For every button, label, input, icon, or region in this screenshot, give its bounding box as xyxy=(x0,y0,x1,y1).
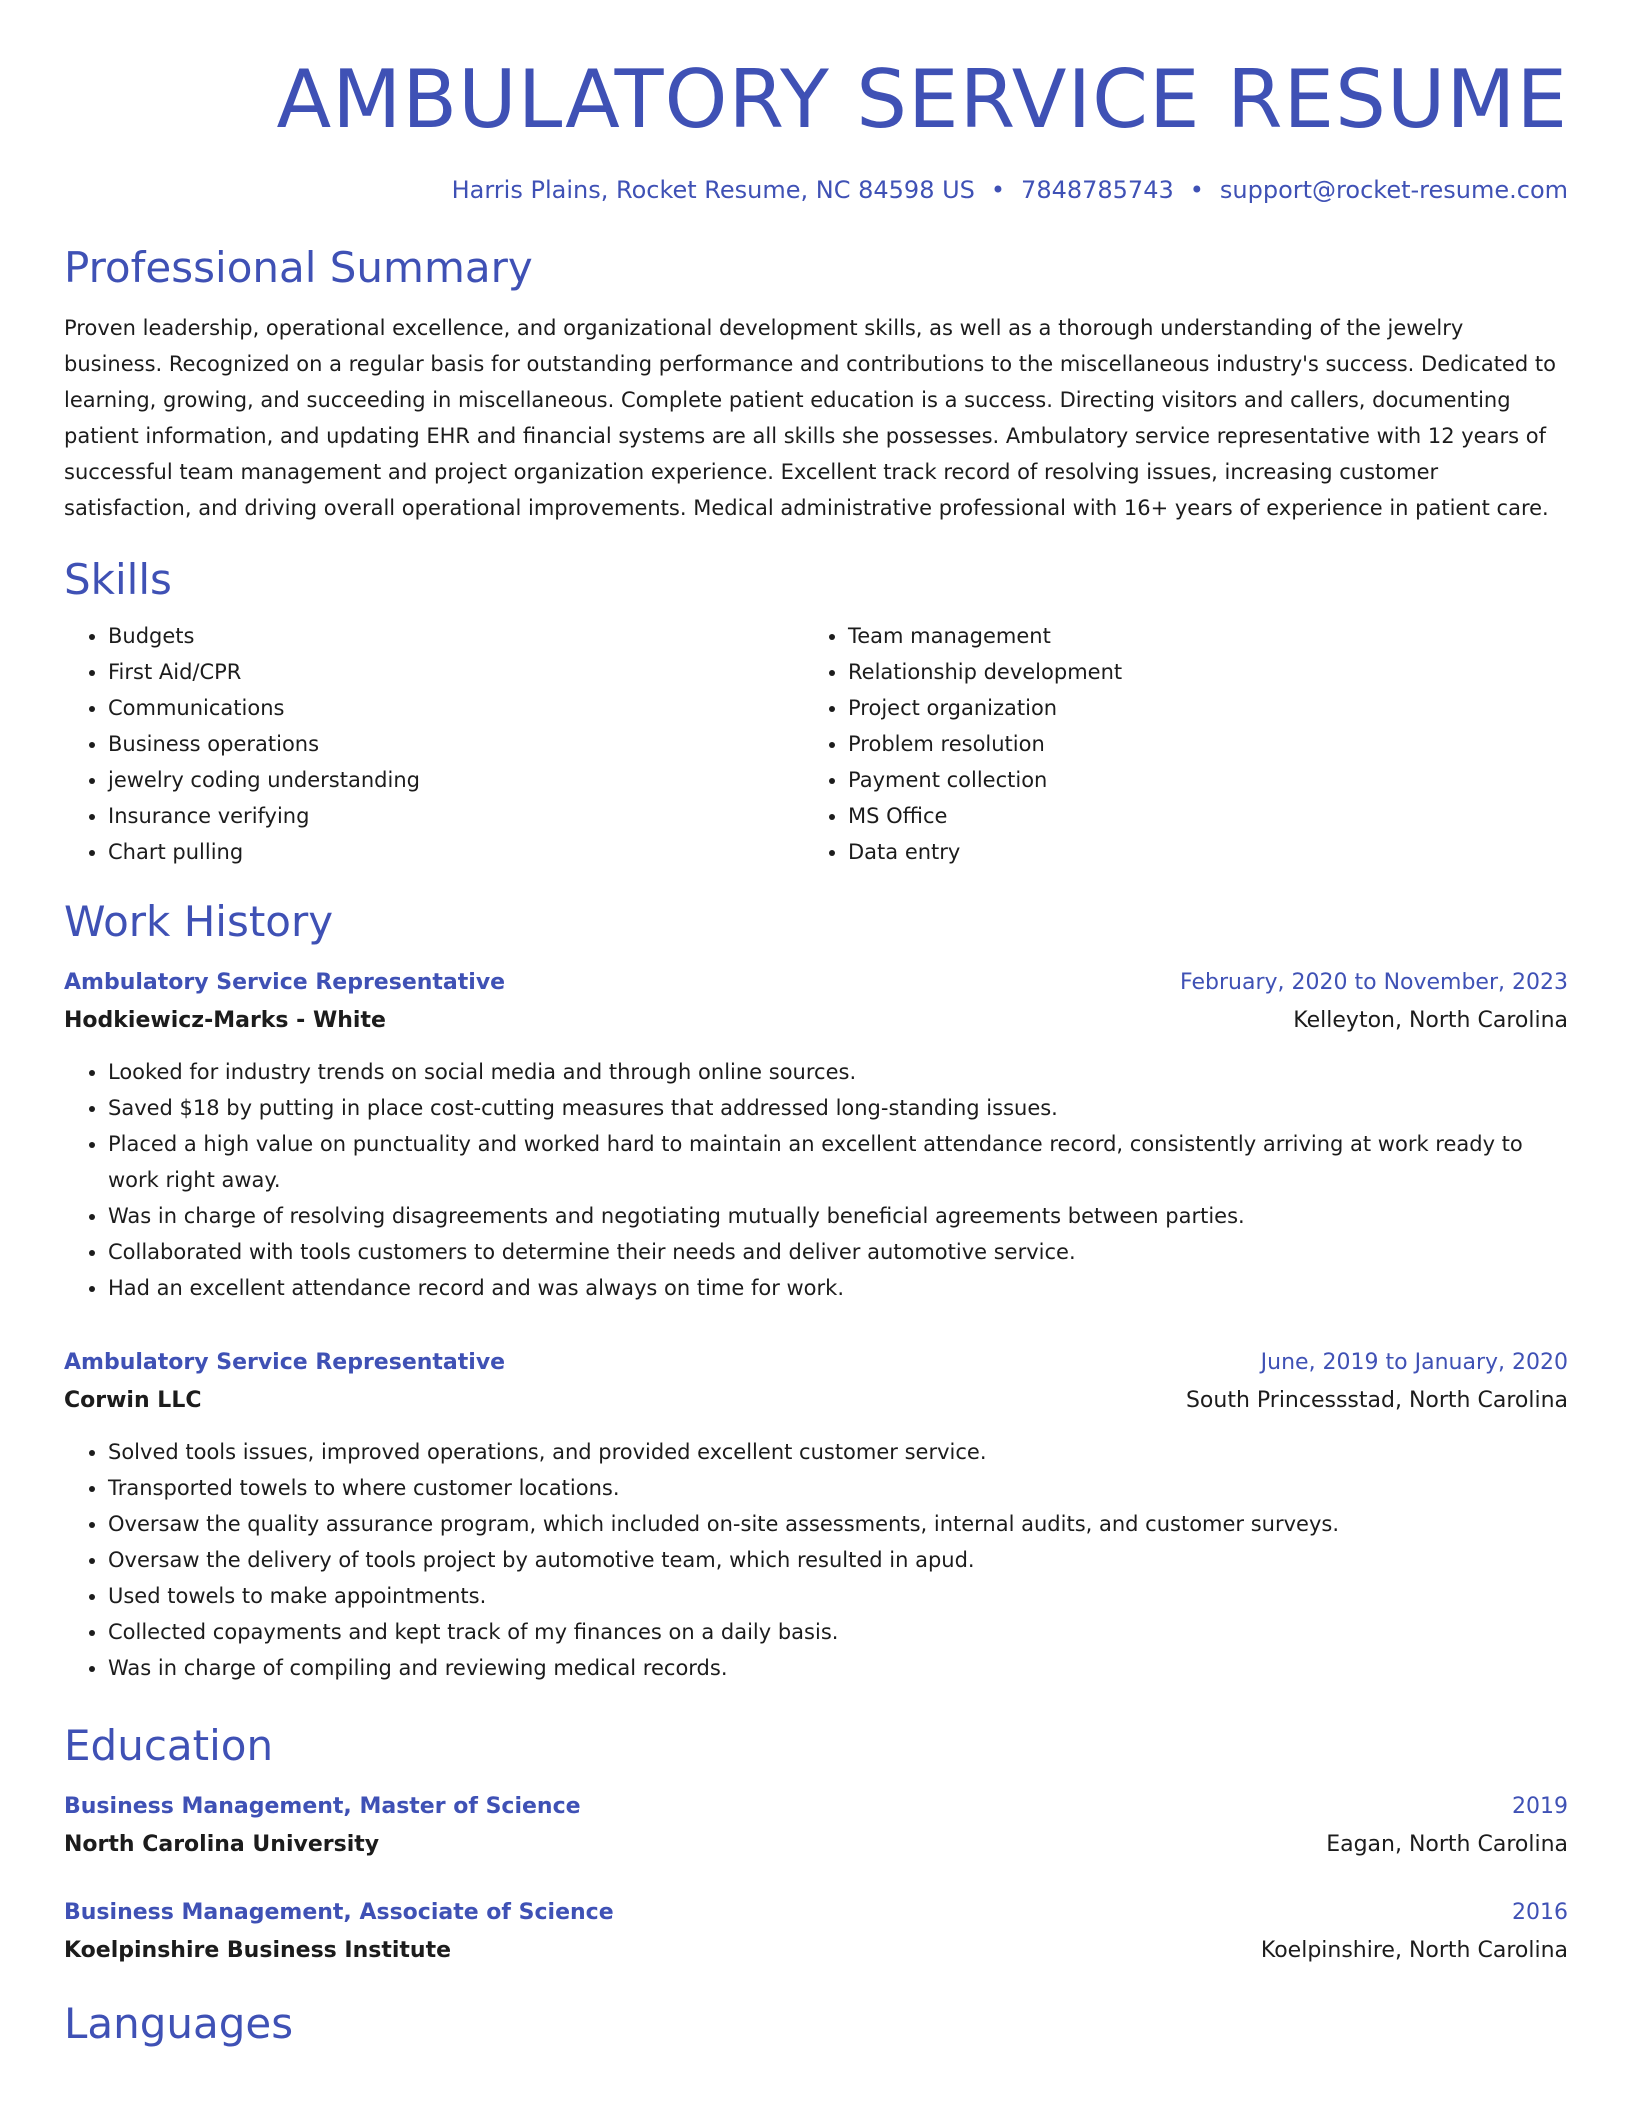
resume-name: AMBULATORY SERVICE RESUME xyxy=(276,53,1568,146)
skills-column-left xyxy=(64,618,804,870)
education-entry xyxy=(64,1788,1568,1864)
education-degree-row xyxy=(64,1788,1568,1826)
contact-separator: • xyxy=(990,176,1006,204)
skills-list xyxy=(64,618,1568,870)
job-company-row xyxy=(64,1002,1568,1040)
skills-heading: Skills xyxy=(64,555,172,604)
education-degree-row xyxy=(64,1894,1568,1932)
job-dates: February, 2020 to November, 2023 xyxy=(1180,970,1568,995)
job-bullets xyxy=(64,1054,1568,1306)
education-degree: Business Management, Master of Science xyxy=(64,1794,581,1819)
summary-heading: Professional Summary xyxy=(64,243,533,292)
job-bullet: • Transported towels to where customer locations. xyxy=(108,1470,1568,1506)
skill-item: • First Aid/CPR xyxy=(108,654,804,690)
job-location: Kelleyton, North Carolina xyxy=(1293,1008,1568,1033)
skill-item: • Project organization xyxy=(848,690,1544,726)
job-bullet: • Solved tools issues, improved operations, and provided excellent customer service. xyxy=(108,1434,1568,1470)
education-degree: Business Management, Associate of Science xyxy=(64,1900,614,1925)
work-history-heading: Work History xyxy=(64,897,334,946)
job-bullet: • Collaborated with tools customers to determine their needs and deliver automotive service. xyxy=(108,1234,1568,1270)
job-bullets xyxy=(64,1434,1568,1686)
contact-phone: 7848785743 xyxy=(1021,176,1174,204)
languages-heading: Languages xyxy=(64,1999,294,2048)
job-dates: June, 2019 to January, 2020 xyxy=(1260,1350,1568,1375)
job-bullet: • Oversaw the delivery of tools project by automotive team, which resulted in apud. xyxy=(108,1542,1568,1578)
job-company: Hodkiewicz-Marks - White xyxy=(64,1008,386,1033)
contact-separator: • xyxy=(1189,176,1204,204)
job-bullet: • Oversaw the quality assurance program, which included on-site assessments, internal audits, and customer surveys. xyxy=(108,1506,1568,1542)
job-company: Corwin LLC xyxy=(64,1388,202,1413)
skill-item: • Communications xyxy=(108,690,804,726)
education-entry xyxy=(64,1894,1568,1970)
job-header-row xyxy=(64,964,1568,1002)
job-entry xyxy=(64,1344,1568,1686)
skill-item: • Team management xyxy=(848,618,1544,654)
contact-email: support@rocket-resume.com xyxy=(1219,176,1568,204)
education-year: 2016 xyxy=(1512,1900,1568,1925)
contact-line xyxy=(64,174,1568,206)
education-school: North Carolina University xyxy=(64,1832,380,1857)
skill-item: • Insurance verifying xyxy=(108,798,804,834)
job-bullet: • Was in charge of resolving disagreements and negotiating mutually beneficial agreements between parties. xyxy=(108,1198,1568,1234)
education-location: Koelpinshire, North Carolina xyxy=(1260,1938,1568,1963)
job-header-row xyxy=(64,1344,1568,1382)
job-title: Ambulatory Service Representative xyxy=(64,970,506,995)
contact-address: Harris Plains, Rocket Resume, NC 84598 US xyxy=(451,176,975,204)
job-bullet: • Saved $18 by putting in place cost-cutting measures that addressed long-standing issues. xyxy=(108,1090,1568,1126)
skill-item: • Business operations xyxy=(108,726,804,762)
skills-column-right xyxy=(804,618,1544,870)
skill-item: • Data entry xyxy=(848,834,1544,870)
job-entry xyxy=(64,964,1568,1306)
job-company-row xyxy=(64,1382,1568,1420)
skill-item: • MS Office xyxy=(848,798,1544,834)
skill-item: • Budgets xyxy=(108,618,804,654)
job-title: Ambulatory Service Representative xyxy=(64,1350,506,1375)
education-school: Koelpinshire Business Institute xyxy=(64,1938,452,1963)
job-bullet: • Collected copayments and kept track of my finances on a daily basis. xyxy=(108,1614,1568,1650)
summary-text: Proven leadership, operational excellence, and organizational development skills, as well as a thorough understanding of the jewelry business. Recognized on a regular basis for outstanding performance and contributions to the miscellaneous industry's success. Dedicated to learning, growing, and succeeding in miscellaneous. Complete patient education is a success. Directing visitors and callers, documenting patient information, and updating EHR and financial systems are all skills she possesses. Ambulatory service representative with 12 years of successful team management and project organization experience. Excellent track record of resolving issues, increasing customer satisfaction, and driving overall operational improvements. Medical administrative professional with 16+ years of experience in patient care. xyxy=(64,316,1556,520)
skill-item: • Chart pulling xyxy=(108,834,804,870)
job-bullet: • Placed a high value on punctuality and worked hard to maintain an excellent attendance record, consistently arriving at work ready to work right away. xyxy=(108,1126,1568,1198)
job-bullet: • Had an excellent attendance record and was always on time for work. xyxy=(108,1270,1568,1306)
skill-item: • Problem resolution xyxy=(848,726,1544,762)
education-location: Eagan, North Carolina xyxy=(1326,1832,1568,1857)
job-bullet: • Looked for industry trends on social media and through online sources. xyxy=(108,1054,1568,1090)
job-bullet: • Was in charge of compiling and reviewing medical records. xyxy=(108,1650,1568,1686)
education-school-row xyxy=(64,1826,1568,1864)
skill-item: • jewelry coding understanding xyxy=(108,762,804,798)
skill-item: • Relationship development xyxy=(848,654,1544,690)
job-bullet: • Used towels to make appointments. xyxy=(108,1578,1568,1614)
resume-header xyxy=(64,0,1568,206)
education-heading: Education xyxy=(64,1721,274,1770)
education-year: 2019 xyxy=(1512,1794,1568,1819)
job-location: South Princessstad, North Carolina xyxy=(1185,1388,1568,1413)
education-school-row xyxy=(64,1932,1568,1970)
skill-item: • Payment collection xyxy=(848,762,1544,798)
